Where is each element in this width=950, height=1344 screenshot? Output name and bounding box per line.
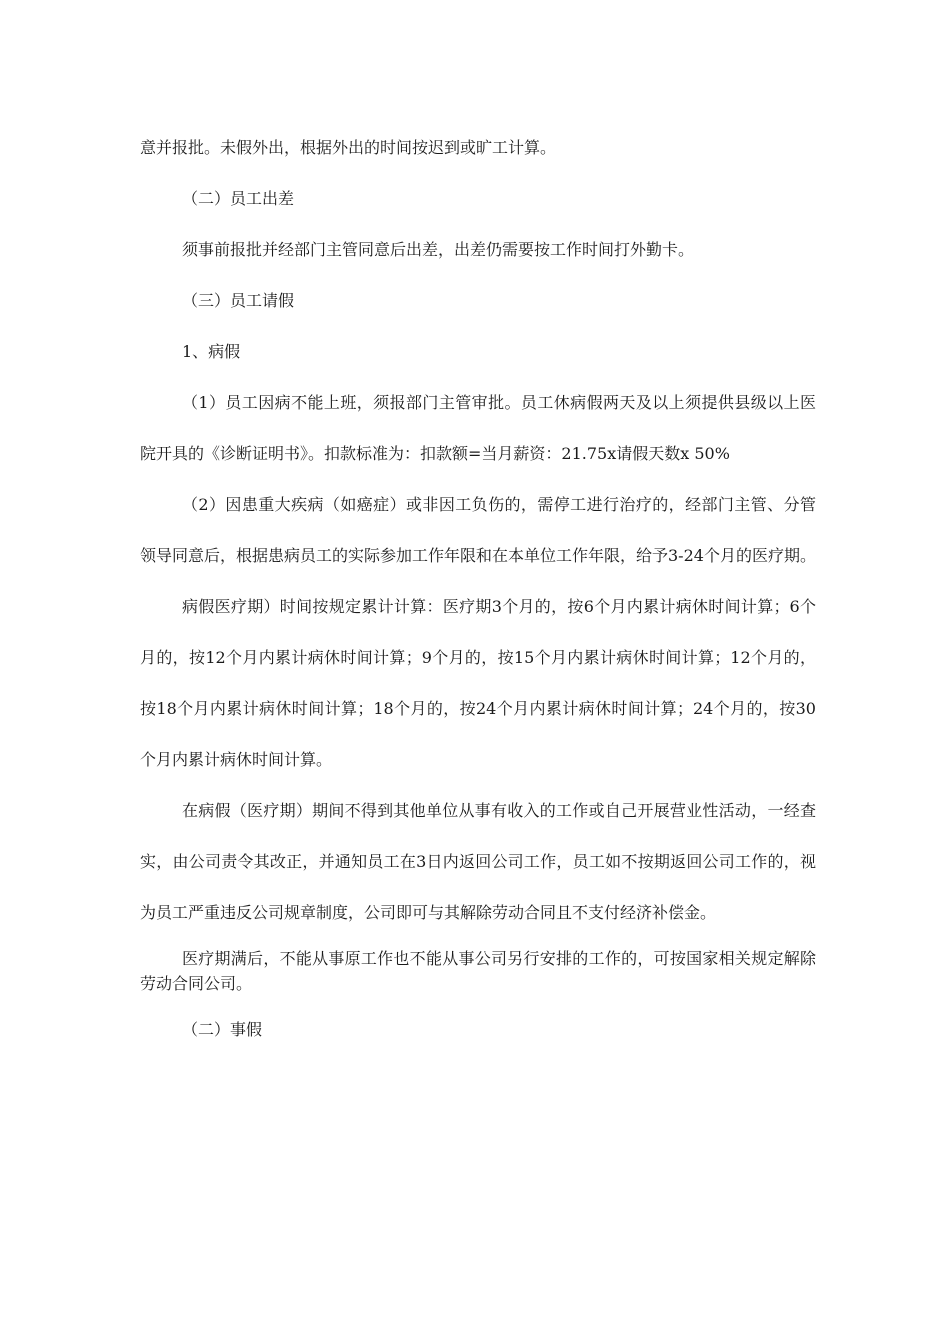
- paragraph-business-trip: 须事前报批并经部门主管同意后出差，出差仍需要按工作时间打外勤卡。: [182, 240, 695, 259]
- paragraph-medical-period-calculation: 病假医疗期）时间按规定累计计算：医疗期3个月的，按6个月内累计病休时间计算；6个月的，按12个月内累计病休时间计算；9个月的，按15个月内累计病休时间计算；12个月的，按18个月内累计病休时间计算；18个月的，按24个月内累计病休时间计算；24个月的，按30个月内累计病休时间计算。: [140, 597, 816, 769]
- heading-business-trip: （二）员工出差: [182, 189, 295, 208]
- paragraph-leave-continuation: 意并报批。未假外出，根据外出的时间按迟到或旷工计算。: [140, 138, 557, 157]
- heading-personal-leave: （二）事假: [182, 1020, 263, 1039]
- heading-employee-leave: （三）员工请假: [182, 291, 295, 310]
- paragraph-sick-leave-rule-2: （2）因患重大疾病（如癌症）或非因工负伤的，需停工进行治疗的，经部门主管、分管领导同意后，根据患病员工的实际参加工作年限和在本单位工作年限，给予3-24个月的医疗期。: [140, 495, 816, 565]
- paragraph-medical-period-restrictions: 在病假（医疗期）期间不得到其他单位从事有收入的工作或自己开展营业性活动，一经查实，由公司责令其改正，并通知员工在3日内返回公司工作，员工如不按期返回公司工作的，视为员工严重违反公司规章制度，公司即可与其解除劳动合同且不支付经济补偿金。: [140, 801, 816, 922]
- document-body: [140, 122, 816, 1055]
- paragraph-sick-leave-rule-1: （1）员工因病不能上班，须报部门主管审批。员工休病假两天及以上须提供县级以上医院开具的《诊断证明书》。扣款标准为：扣款额=当月薪资：21.75x请假天数x 50%: [140, 393, 816, 463]
- paragraph-medical-period-expiry: 医疗期满后，不能从事原工作也不能从事公司另行安排的工作的，可按国家相关规定解除劳动合同公司。: [140, 949, 816, 993]
- heading-sick-leave: 1、病假: [182, 342, 241, 361]
